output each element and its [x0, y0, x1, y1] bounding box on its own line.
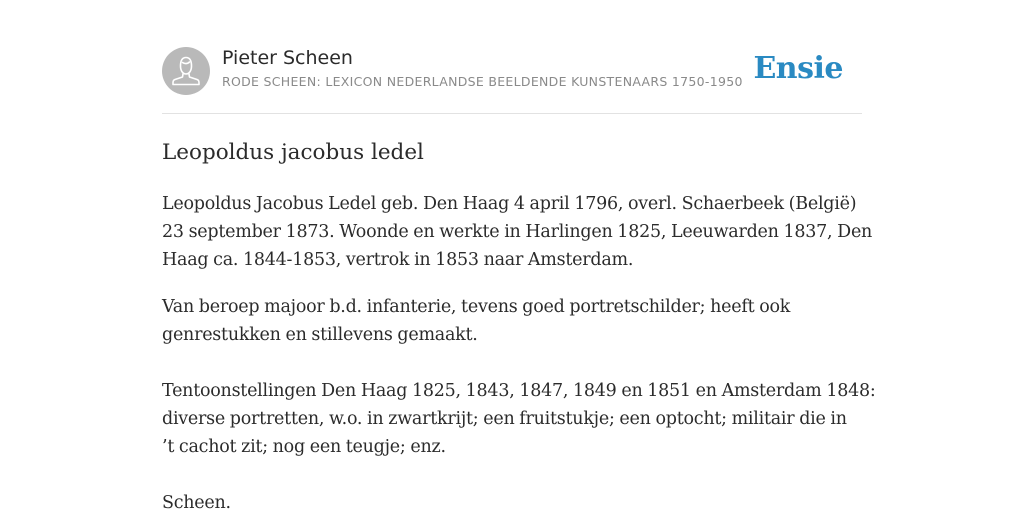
author-name[interactable]: Pieter Scheen [222, 47, 353, 69]
source-label: RODE SCHEEN: LEXICON NEDERLANDSE BEELDENDE KUNSTENAARS 1750-1950 [222, 74, 743, 89]
text-line: 23 september 1873. Woonde en werkte in Harlingen 1825, Leeuwarden 1837, Den [162, 222, 873, 242]
text-line: Leopoldus Jacobus Ledel geb. Den Haag 4 april 1796, overl. Schaerbeek (België) [162, 194, 857, 214]
text-line: Tentoonstellingen Den Haag 1825, 1843, 1847, 1849 en 1851 en Amsterdam 1848: [162, 381, 876, 401]
text-line: Haag ca. 1844-1853, vertrok in 1853 naar Amsterdam. [162, 250, 634, 270]
paragraph-source [162, 489, 862, 512]
article [162, 138, 876, 512]
author-header [162, 46, 862, 96]
divider [162, 113, 862, 114]
avatar[interactable] [162, 47, 210, 95]
article-title: Leopoldus jacobus ledel [162, 140, 424, 165]
text-line: genrestukken en stillevens gemaakt. [162, 325, 478, 345]
text-line: Van beroep majoor b.d. infanterie, tevens goed portretschilder; heeft ook [162, 297, 791, 317]
paragraph-exhibitions [162, 377, 876, 461]
text-line: Scheen. [162, 493, 231, 512]
text-line: diverse portretten, w.o. in zwartkrijt; een fruitstukje; een optocht; militair die in [162, 409, 847, 429]
text-line: ’t cachot zit; nog een teugje; enz. [162, 437, 446, 457]
brand-logo[interactable]: Ensie [753, 51, 843, 86]
user-icon [162, 47, 210, 95]
paragraph-profession [162, 293, 862, 349]
paragraph-biography [162, 190, 873, 274]
